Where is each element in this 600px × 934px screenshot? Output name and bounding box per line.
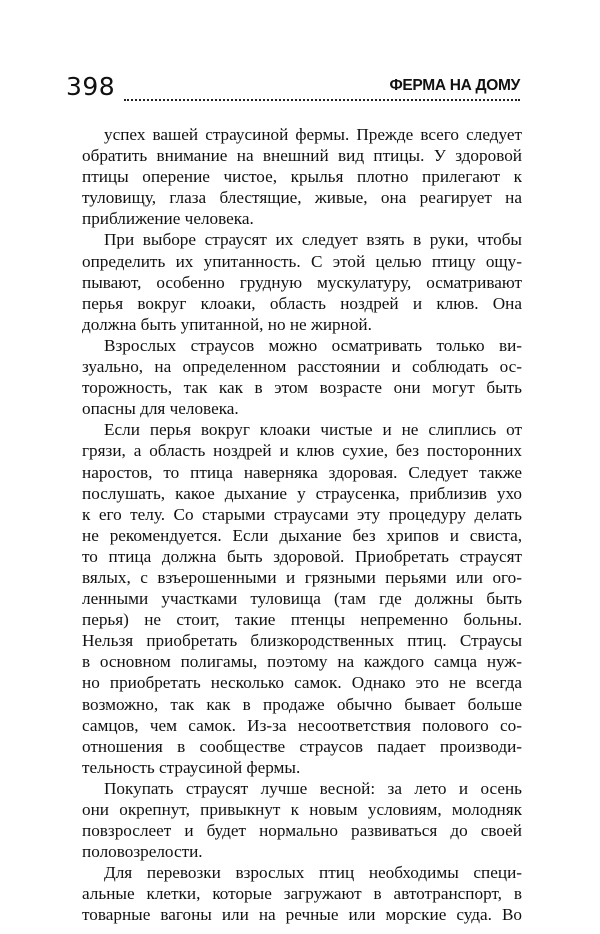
text-line: альные клетки, которые загружают в автотранспорт, в	[82, 884, 522, 904]
text-line: обратить внимание на внешний вид птицы. У здоровой	[82, 146, 522, 166]
text-line: Нельзя приобретать близкородственных птиц. Страусы	[82, 631, 522, 651]
paragraph	[82, 778, 522, 862]
text-line: торожность, так как в этом возрасте они могут быть	[82, 378, 522, 398]
text-line: к его телу. Со старыми страусами эту процедуру делать	[82, 504, 522, 524]
text-line: повзрослеет и будет нормально развиваться до своей	[82, 821, 522, 841]
text-line: то птица должна быть здоровой. Приобретать страусят	[82, 546, 522, 566]
text-line: половозрелости.	[82, 842, 203, 862]
running-header	[66, 72, 520, 106]
paragraph	[82, 419, 522, 778]
running-title: ФЕРМА НА ДОМУ	[389, 77, 520, 94]
text-line: Взрослых страусов можно осматривать только ви-	[104, 335, 522, 355]
text-line: они окрепнут, привыкнут к новым условиям, молодняк	[82, 800, 522, 819]
text-line: не рекомендуется. Если дыхание без хрипов и свиста,	[82, 525, 522, 545]
text-line: приближение человека.	[82, 209, 254, 229]
header-dotted-rule	[124, 99, 520, 103]
text-line: пывают, особенно грудную мускулатуру, осматривают	[82, 272, 522, 292]
text-line: успех вашей страусиной фермы. Прежде всего следует	[104, 125, 522, 144]
text-line: ленными участками туловища (там где должны быть	[82, 589, 522, 609]
paragraph	[82, 862, 522, 925]
text-line: Покупать страусят лучше весной: за лето и осень	[104, 778, 522, 798]
text-line: опасны для человека.	[82, 399, 239, 419]
text-line: отношения в сообществе страусов падает производи-	[82, 736, 522, 756]
text-line: возможно, так как в продаже обычно бывает больше	[82, 694, 522, 714]
text-line: грязи, а область ноздрей и клюв сухие, без посторонних	[82, 441, 522, 461]
text-line: зуально, на определенном расстоянии и соблюдать ос-	[82, 357, 522, 377]
text-line: перья) не стоит, такие птенцы непременно больны.	[82, 610, 522, 630]
text-line: тельность страусиной фермы.	[82, 757, 301, 777]
text-line: перья вокруг клоаки, область ноздрей и клюв. Она	[82, 293, 522, 313]
text-line: При выборе страусят их следует взять в руки, чтобы	[104, 230, 522, 250]
page-number: 398	[66, 72, 116, 101]
text-line: товарные вагоны или на речные или морские суда. Во	[82, 905, 522, 925]
text-line: туловищу, глаза блестящие, живые, она реагирует на	[82, 188, 522, 208]
paragraph	[82, 229, 522, 334]
text-line: самцов, чем самок. Из-за несоответствия полового со-	[82, 715, 522, 735]
text-line: послушать, какое дыхание у страусенка, приблизив ухо	[82, 483, 522, 503]
paragraph	[82, 335, 522, 419]
body-text	[82, 124, 522, 926]
text-line: птицы оперение чистое, крылья плотно прилегают к	[82, 167, 522, 187]
text-line: Для перевозки взрослых птиц необходимы специ-	[104, 863, 522, 883]
text-line: наростов, то птица наверняка здоровая. Следует также	[82, 462, 522, 482]
text-line: но приобретать несколько самок. Однако это не всегда	[82, 673, 522, 693]
paragraph	[82, 124, 522, 229]
text-line: Если перья вокруг клоаки чистые и не слиплись от	[104, 420, 522, 440]
text-line: в основном полигамы, поэтому на каждого самца нуж-	[82, 652, 522, 672]
text-line: вялых, с взъерошенными и грязными перьями или ого-	[82, 567, 522, 587]
text-line: должна быть упитанной, но не жирной.	[82, 314, 372, 334]
text-line: определить их упитанность. С этой целью птицу ощу-	[82, 251, 522, 271]
